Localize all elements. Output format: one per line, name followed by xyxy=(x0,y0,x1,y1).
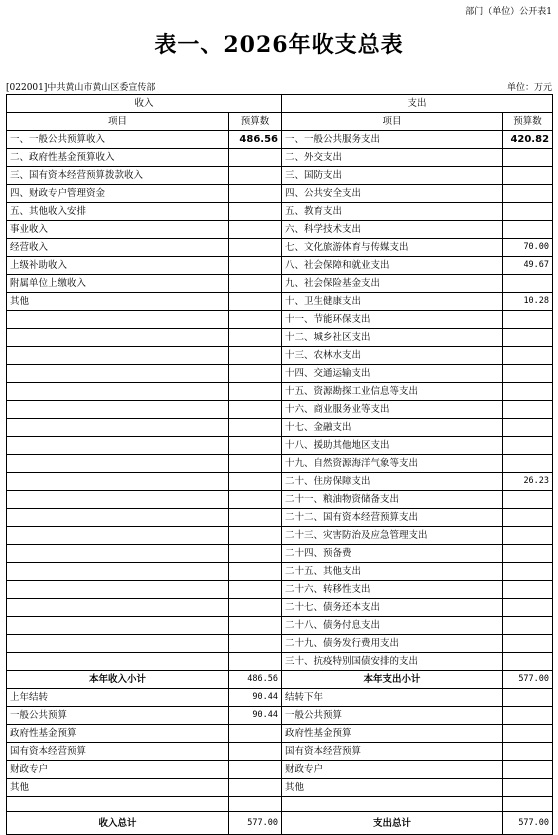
expense-value xyxy=(503,419,553,437)
carry-expense-value xyxy=(503,689,553,707)
income-item: 其他 xyxy=(7,293,229,311)
income-item xyxy=(7,473,229,491)
income-value xyxy=(229,167,282,185)
income-value xyxy=(229,149,282,167)
carry-expense-item: 其他 xyxy=(282,779,503,797)
expense-item: 一、一般公共服务支出 xyxy=(282,131,503,149)
income-value xyxy=(229,257,282,275)
expense-value xyxy=(503,635,553,653)
table-row xyxy=(7,545,553,563)
carry-expense-item: 财政专户 xyxy=(282,761,503,779)
expense-value xyxy=(503,617,553,635)
income-value xyxy=(229,293,282,311)
carry-row xyxy=(7,707,553,725)
income-value xyxy=(229,527,282,545)
carry-row xyxy=(7,725,553,743)
expense-item: 二十八、债务付息支出 xyxy=(282,617,503,635)
carry-expense-value xyxy=(503,707,553,725)
carry-income-item: 政府性基金预算 xyxy=(7,725,229,743)
expense-item: 九、社会保险基金支出 xyxy=(282,275,503,293)
expense-value xyxy=(503,491,553,509)
expense-item: 十、卫生健康支出 xyxy=(282,293,503,311)
income-item xyxy=(7,509,229,527)
subtotal-row xyxy=(7,671,553,689)
expense-subtotal-label: 本年支出小计 xyxy=(282,671,503,689)
table-row xyxy=(7,131,553,149)
expense-item: 八、社会保障和就业支出 xyxy=(282,257,503,275)
table-row xyxy=(7,383,553,401)
income-item xyxy=(7,491,229,509)
expense-header: 支出 xyxy=(282,95,553,113)
income-value xyxy=(229,653,282,671)
income-item xyxy=(7,617,229,635)
income-value xyxy=(229,635,282,653)
expense-total-value: 577.00 xyxy=(503,812,553,835)
income-item xyxy=(7,527,229,545)
table-row xyxy=(7,149,553,167)
expense-item: 四、公共安全支出 xyxy=(282,185,503,203)
expense-value: 49.67 xyxy=(503,257,553,275)
table-row xyxy=(7,257,553,275)
income-value xyxy=(229,185,282,203)
expense-item: 十八、援助其他地区支出 xyxy=(282,437,503,455)
income-value xyxy=(229,401,282,419)
carry-expense-item: 结转下年 xyxy=(282,689,503,707)
expense-item: 十七、金融支出 xyxy=(282,419,503,437)
expense-value xyxy=(503,509,553,527)
carry-income-value xyxy=(229,743,282,761)
expense-value xyxy=(503,545,553,563)
expense-item: 七、文化旅游体育与传媒支出 xyxy=(282,239,503,257)
carry-row xyxy=(7,761,553,779)
expense-item: 五、教育支出 xyxy=(282,203,503,221)
carry-expense-item: 政府性基金预算 xyxy=(282,725,503,743)
income-item xyxy=(7,347,229,365)
expense-budget-header: 预算数 xyxy=(503,113,553,131)
carry-income-item: 国有资本经营预算 xyxy=(7,743,229,761)
income-value xyxy=(229,347,282,365)
table-row xyxy=(7,203,553,221)
expense-value xyxy=(503,149,553,167)
expense-value xyxy=(503,599,553,617)
carry-row xyxy=(7,689,553,707)
table-row xyxy=(7,311,553,329)
expense-item: 二十三、灾害防治及应急管理支出 xyxy=(282,527,503,545)
carry-income-value xyxy=(229,725,282,743)
income-value xyxy=(229,509,282,527)
income-item xyxy=(7,581,229,599)
table-code-label: 部门（单位）公开表1 xyxy=(465,7,552,17)
income-total-label: 收入总计 xyxy=(7,812,229,835)
table-row xyxy=(7,185,553,203)
expense-value: 420.82 xyxy=(503,131,553,149)
income-item xyxy=(7,599,229,617)
expense-value xyxy=(503,185,553,203)
carry-income-item: 财政专户 xyxy=(7,761,229,779)
expense-value xyxy=(503,455,553,473)
blank-row xyxy=(7,797,553,812)
table-row xyxy=(7,455,553,473)
income-item: 一、一般公共预算收入 xyxy=(7,131,229,149)
expense-item: 二十九、债务发行费用支出 xyxy=(282,635,503,653)
total-row xyxy=(7,812,553,835)
expense-total-label: 支出总计 xyxy=(282,812,503,835)
expense-item: 十二、城乡社区支出 xyxy=(282,329,503,347)
expense-item: 二十二、国有资本经营预算支出 xyxy=(282,509,503,527)
expense-item: 二十四、预备费 xyxy=(282,545,503,563)
income-item xyxy=(7,563,229,581)
table-row xyxy=(7,617,553,635)
income-item xyxy=(7,437,229,455)
expense-item: 十四、交通运输支出 xyxy=(282,365,503,383)
income-item: 上级补助收入 xyxy=(7,257,229,275)
unit-label: 单位：万元 xyxy=(506,83,552,93)
table-row xyxy=(7,599,553,617)
table-row xyxy=(7,653,553,671)
expense-subtotal-value: 577.00 xyxy=(503,671,553,689)
expense-item: 六、科学技术支出 xyxy=(282,221,503,239)
income-value xyxy=(229,581,282,599)
carry-income-value xyxy=(229,761,282,779)
expense-item: 二十七、债务还本支出 xyxy=(282,599,503,617)
carry-income-item: 其他 xyxy=(7,779,229,797)
income-value xyxy=(229,239,282,257)
expense-item: 十五、资源勘探工业信息等支出 xyxy=(282,383,503,401)
table-row xyxy=(7,491,553,509)
table-row xyxy=(7,563,553,581)
expense-item: 十三、农林水支出 xyxy=(282,347,503,365)
table-row xyxy=(7,419,553,437)
carry-expense-value xyxy=(503,743,553,761)
expense-value: 70.00 xyxy=(503,239,553,257)
carry-row xyxy=(7,779,553,797)
table-row xyxy=(7,473,553,491)
income-item: 经营收入 xyxy=(7,239,229,257)
income-value: 486.56 xyxy=(229,131,282,149)
expense-item-header: 项目 xyxy=(282,113,503,131)
expense-value xyxy=(503,563,553,581)
income-item: 事业收入 xyxy=(7,221,229,239)
income-value xyxy=(229,545,282,563)
expense-value xyxy=(503,581,553,599)
carry-income-value: 90.44 xyxy=(229,689,282,707)
income-value xyxy=(229,563,282,581)
income-value xyxy=(229,383,282,401)
expense-value xyxy=(503,221,553,239)
income-value xyxy=(229,437,282,455)
carry-income-value: 90.44 xyxy=(229,707,282,725)
table-row xyxy=(7,509,553,527)
income-value xyxy=(229,419,282,437)
expense-value xyxy=(503,347,553,365)
table-row xyxy=(7,221,553,239)
expense-value xyxy=(503,383,553,401)
income-value xyxy=(229,617,282,635)
expense-value: 10.28 xyxy=(503,293,553,311)
expense-value xyxy=(503,527,553,545)
income-value xyxy=(229,221,282,239)
income-item xyxy=(7,383,229,401)
expense-value xyxy=(503,167,553,185)
expense-item: 二十、住房保障支出 xyxy=(282,473,503,491)
expense-value xyxy=(503,365,553,383)
income-item xyxy=(7,455,229,473)
table-row xyxy=(7,581,553,599)
income-item xyxy=(7,401,229,419)
income-item xyxy=(7,545,229,563)
income-item-header: 项目 xyxy=(7,113,229,131)
income-value xyxy=(229,275,282,293)
expense-value xyxy=(503,437,553,455)
expense-item: 二十一、粮油物资储备支出 xyxy=(282,491,503,509)
income-subtotal-label: 本年收入小计 xyxy=(7,671,229,689)
income-item: 五、其他收入安排 xyxy=(7,203,229,221)
table-row xyxy=(7,167,553,185)
carry-income-item: 一般公共预算 xyxy=(7,707,229,725)
table-row xyxy=(7,365,553,383)
income-value xyxy=(229,311,282,329)
carry-row xyxy=(7,743,553,761)
table-row xyxy=(7,347,553,365)
income-item xyxy=(7,311,229,329)
expense-value xyxy=(503,329,553,347)
expense-item: 二十六、转移性支出 xyxy=(282,581,503,599)
income-item xyxy=(7,365,229,383)
income-item: 四、财政专户管理资金 xyxy=(7,185,229,203)
income-value xyxy=(229,599,282,617)
carry-expense-value xyxy=(503,779,553,797)
table-row xyxy=(7,527,553,545)
income-item xyxy=(7,635,229,653)
carry-income-value xyxy=(229,779,282,797)
income-subtotal-value: 486.56 xyxy=(229,671,282,689)
carry-expense-item: 国有资本经营预算 xyxy=(282,743,503,761)
table-row xyxy=(7,329,553,347)
expense-item: 二、外交支出 xyxy=(282,149,503,167)
carry-income-item: 上年结转 xyxy=(7,689,229,707)
expense-item: 二十五、其他支出 xyxy=(282,563,503,581)
income-value xyxy=(229,203,282,221)
expense-value xyxy=(503,311,553,329)
expense-value xyxy=(503,653,553,671)
income-item: 附属单位上缴收入 xyxy=(7,275,229,293)
expense-value xyxy=(503,275,553,293)
income-item xyxy=(7,419,229,437)
expense-item: 三十、抗疫特别国债安排的支出 xyxy=(282,653,503,671)
income-budget-header: 预算数 xyxy=(229,113,282,131)
department-label: [022001]中共黄山市黄山区委宣传部 xyxy=(6,83,156,93)
income-item xyxy=(7,653,229,671)
income-total-value: 577.00 xyxy=(229,812,282,835)
expense-value: 26.23 xyxy=(503,473,553,491)
table-row xyxy=(7,275,553,293)
expense-value xyxy=(503,401,553,419)
carry-expense-value xyxy=(503,725,553,743)
page-title: 表一、2026年收支总表 xyxy=(154,32,404,58)
expense-value xyxy=(503,203,553,221)
carry-expense-value xyxy=(503,761,553,779)
income-item xyxy=(7,329,229,347)
table-row xyxy=(7,293,553,311)
income-header: 收入 xyxy=(7,95,282,113)
table-row xyxy=(7,437,553,455)
income-item: 三、国有资本经营预算拨款收入 xyxy=(7,167,229,185)
income-value xyxy=(229,473,282,491)
income-value xyxy=(229,365,282,383)
income-value xyxy=(229,329,282,347)
expense-item: 十九、自然资源海洋气象等支出 xyxy=(282,455,503,473)
table-row xyxy=(7,239,553,257)
table-row xyxy=(7,401,553,419)
income-item: 二、政府性基金预算收入 xyxy=(7,149,229,167)
table-row xyxy=(7,635,553,653)
income-value xyxy=(229,491,282,509)
expense-item: 十一、节能环保支出 xyxy=(282,311,503,329)
carry-expense-item: 一般公共预算 xyxy=(282,707,503,725)
budget-table xyxy=(6,94,553,835)
expense-item: 十六、商业服务业等支出 xyxy=(282,401,503,419)
expense-item: 三、国防支出 xyxy=(282,167,503,185)
income-value xyxy=(229,455,282,473)
